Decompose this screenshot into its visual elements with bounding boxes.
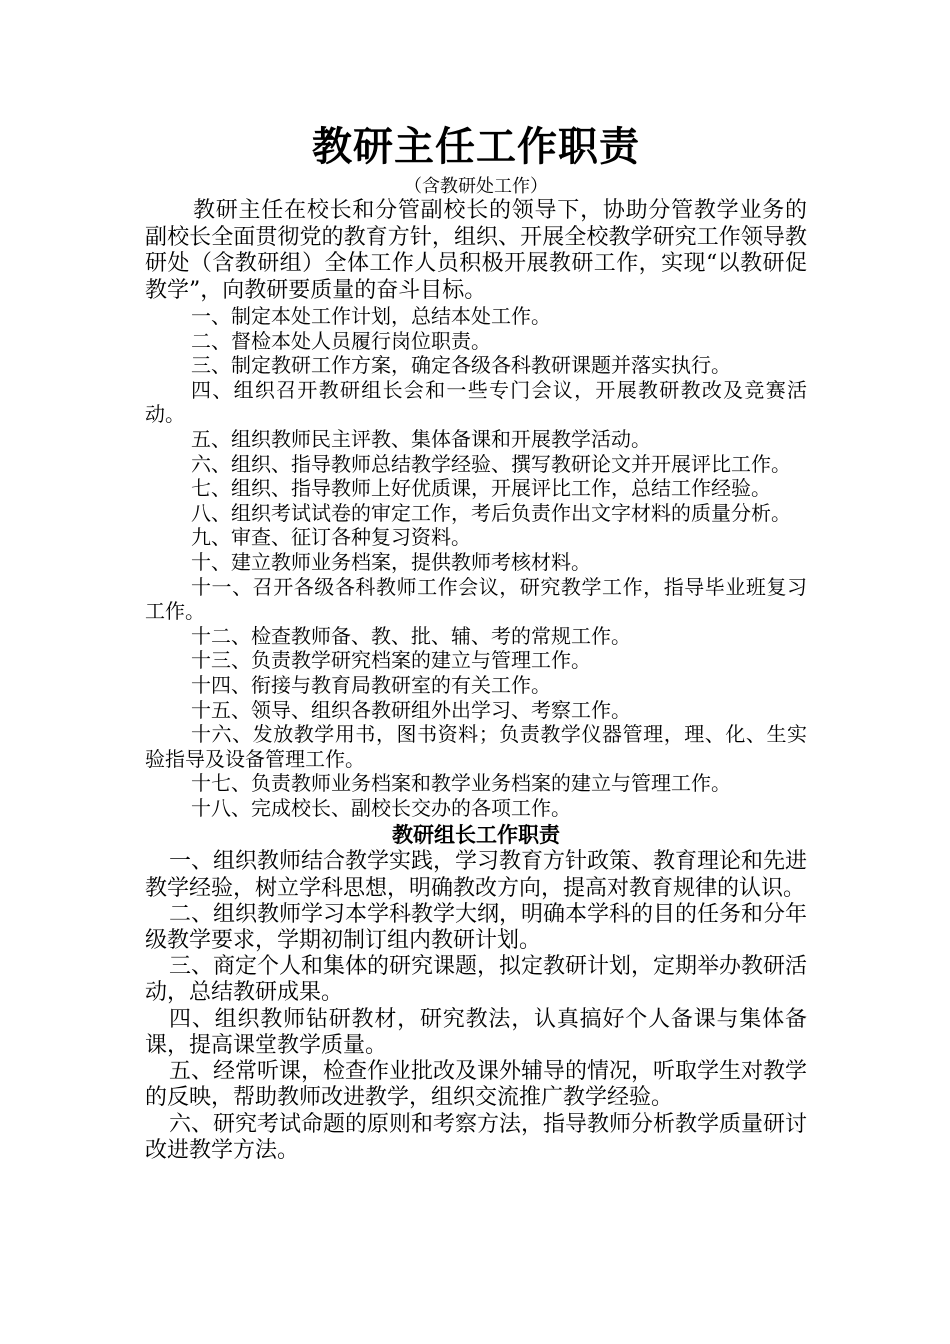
- duty-item: 一、制定本处工作计划，总结本处工作。: [191, 304, 551, 328]
- leader-duty-item: 三、商定个人和集体的研究课题，拟定教研计划，定期举办教研活动，总结教研成果。: [145, 954, 808, 1006]
- director-duties-section: [145, 198, 807, 820]
- leader-duty-item: 一、组织教师结合教学实践，学习教育方针政策、教育理论和先进教学经验，树立学科思想，明确教改方向，提高对教育规律的认识。: [145, 849, 808, 901]
- duty-item: 十六、发放教学用书，图书资料；负责教学仪器管理，理、化、生实验指导及设备管理工作。: [145, 722, 807, 771]
- duty-item: 八、组织考试试卷的审定工作，考后负责作出文字材料的质量分析。: [191, 500, 791, 525]
- leader-duty-item: 二、组织教师学习本学科教学大纲，明确本学科的目的任务和分年级教学要求，学期初制订组内教研计划。: [145, 901, 808, 954]
- page-title: 教研主任工作职责: [312, 123, 640, 170]
- duty-item: 十、建立教师业务档案，提供教师考核材料。: [191, 549, 591, 574]
- duty-item: 五、组织教师民主评教、集体备课和开展教学活动。: [191, 426, 651, 451]
- leader-duty-item: 四、组织教师钻研教材，研究教法，认真搞好个人备课与集体备课，提高课堂教学质量。: [145, 1006, 807, 1058]
- document-page: [145, 118, 807, 1164]
- duty-item: 三、制定教研工作方案，确定各级各科教研课题并落实执行。: [191, 353, 731, 378]
- duty-item: 十二、检查教师备、教、批、辅、考的常规工作。: [191, 623, 631, 648]
- duty-item: 七、组织、指导教师上好优质课，开展评比工作，总结工作经验。: [191, 476, 771, 501]
- leader-duty-item: 六、研究考试命题的原则和考察方法，指导教师分析教学质量研讨改进教学方法。: [145, 1111, 808, 1163]
- leader-duty-item: 五、经常听课，检查作业批改及课外辅导的情况，听取学生对教学的反映，帮助教师改进教学，组织交流推广教学经验。: [145, 1059, 808, 1111]
- intro-paragraph: 教研主任在校长和分管副校长的领导下，协助分管教学业务的副校长全面贯彻党的教育方针，组织、开展全校教学研究工作领导教研处（含教研组）全体工作人员积极开展教研工作，实现“以教研促教学”，向教研要质量的奋斗目标。: [145, 198, 807, 303]
- duty-item: 十三、负责教学研究档案的建立与管理工作。: [191, 648, 591, 673]
- duty-item: 十七、负责教师业务档案和教学业务档案的建立与管理工作。: [191, 771, 731, 796]
- section2-heading: 教研组长工作职责: [392, 822, 560, 848]
- duty-item: 十八、完成校长、副校长交办的各项工作。: [191, 795, 571, 820]
- duty-item: 二、督检本处人员履行岗位职责。: [191, 328, 491, 353]
- duty-item: 十一、召开各级各科教师工作会议，研究教学工作，指导毕业班复习工作。: [145, 574, 807, 624]
- duty-item: 九、审查、征订各种复习资料。: [191, 525, 471, 550]
- group-leader-duties-section: [145, 849, 807, 1163]
- duty-item: 十四、衔接与教育局教研室的有关工作。: [191, 672, 551, 697]
- duty-item: 四、组织召开教研组长会和一些专门会议，开展教研教改及竞赛活动。: [145, 377, 807, 427]
- page-subtitle: （含教研处工作）: [404, 176, 548, 197]
- duty-item: 六、组织、指导教师总结教学经验、撰写教研论文并开展评比工作。: [191, 451, 791, 476]
- duty-item: 十五、领导、组织各教研组外出学习、考察工作。: [191, 697, 631, 722]
